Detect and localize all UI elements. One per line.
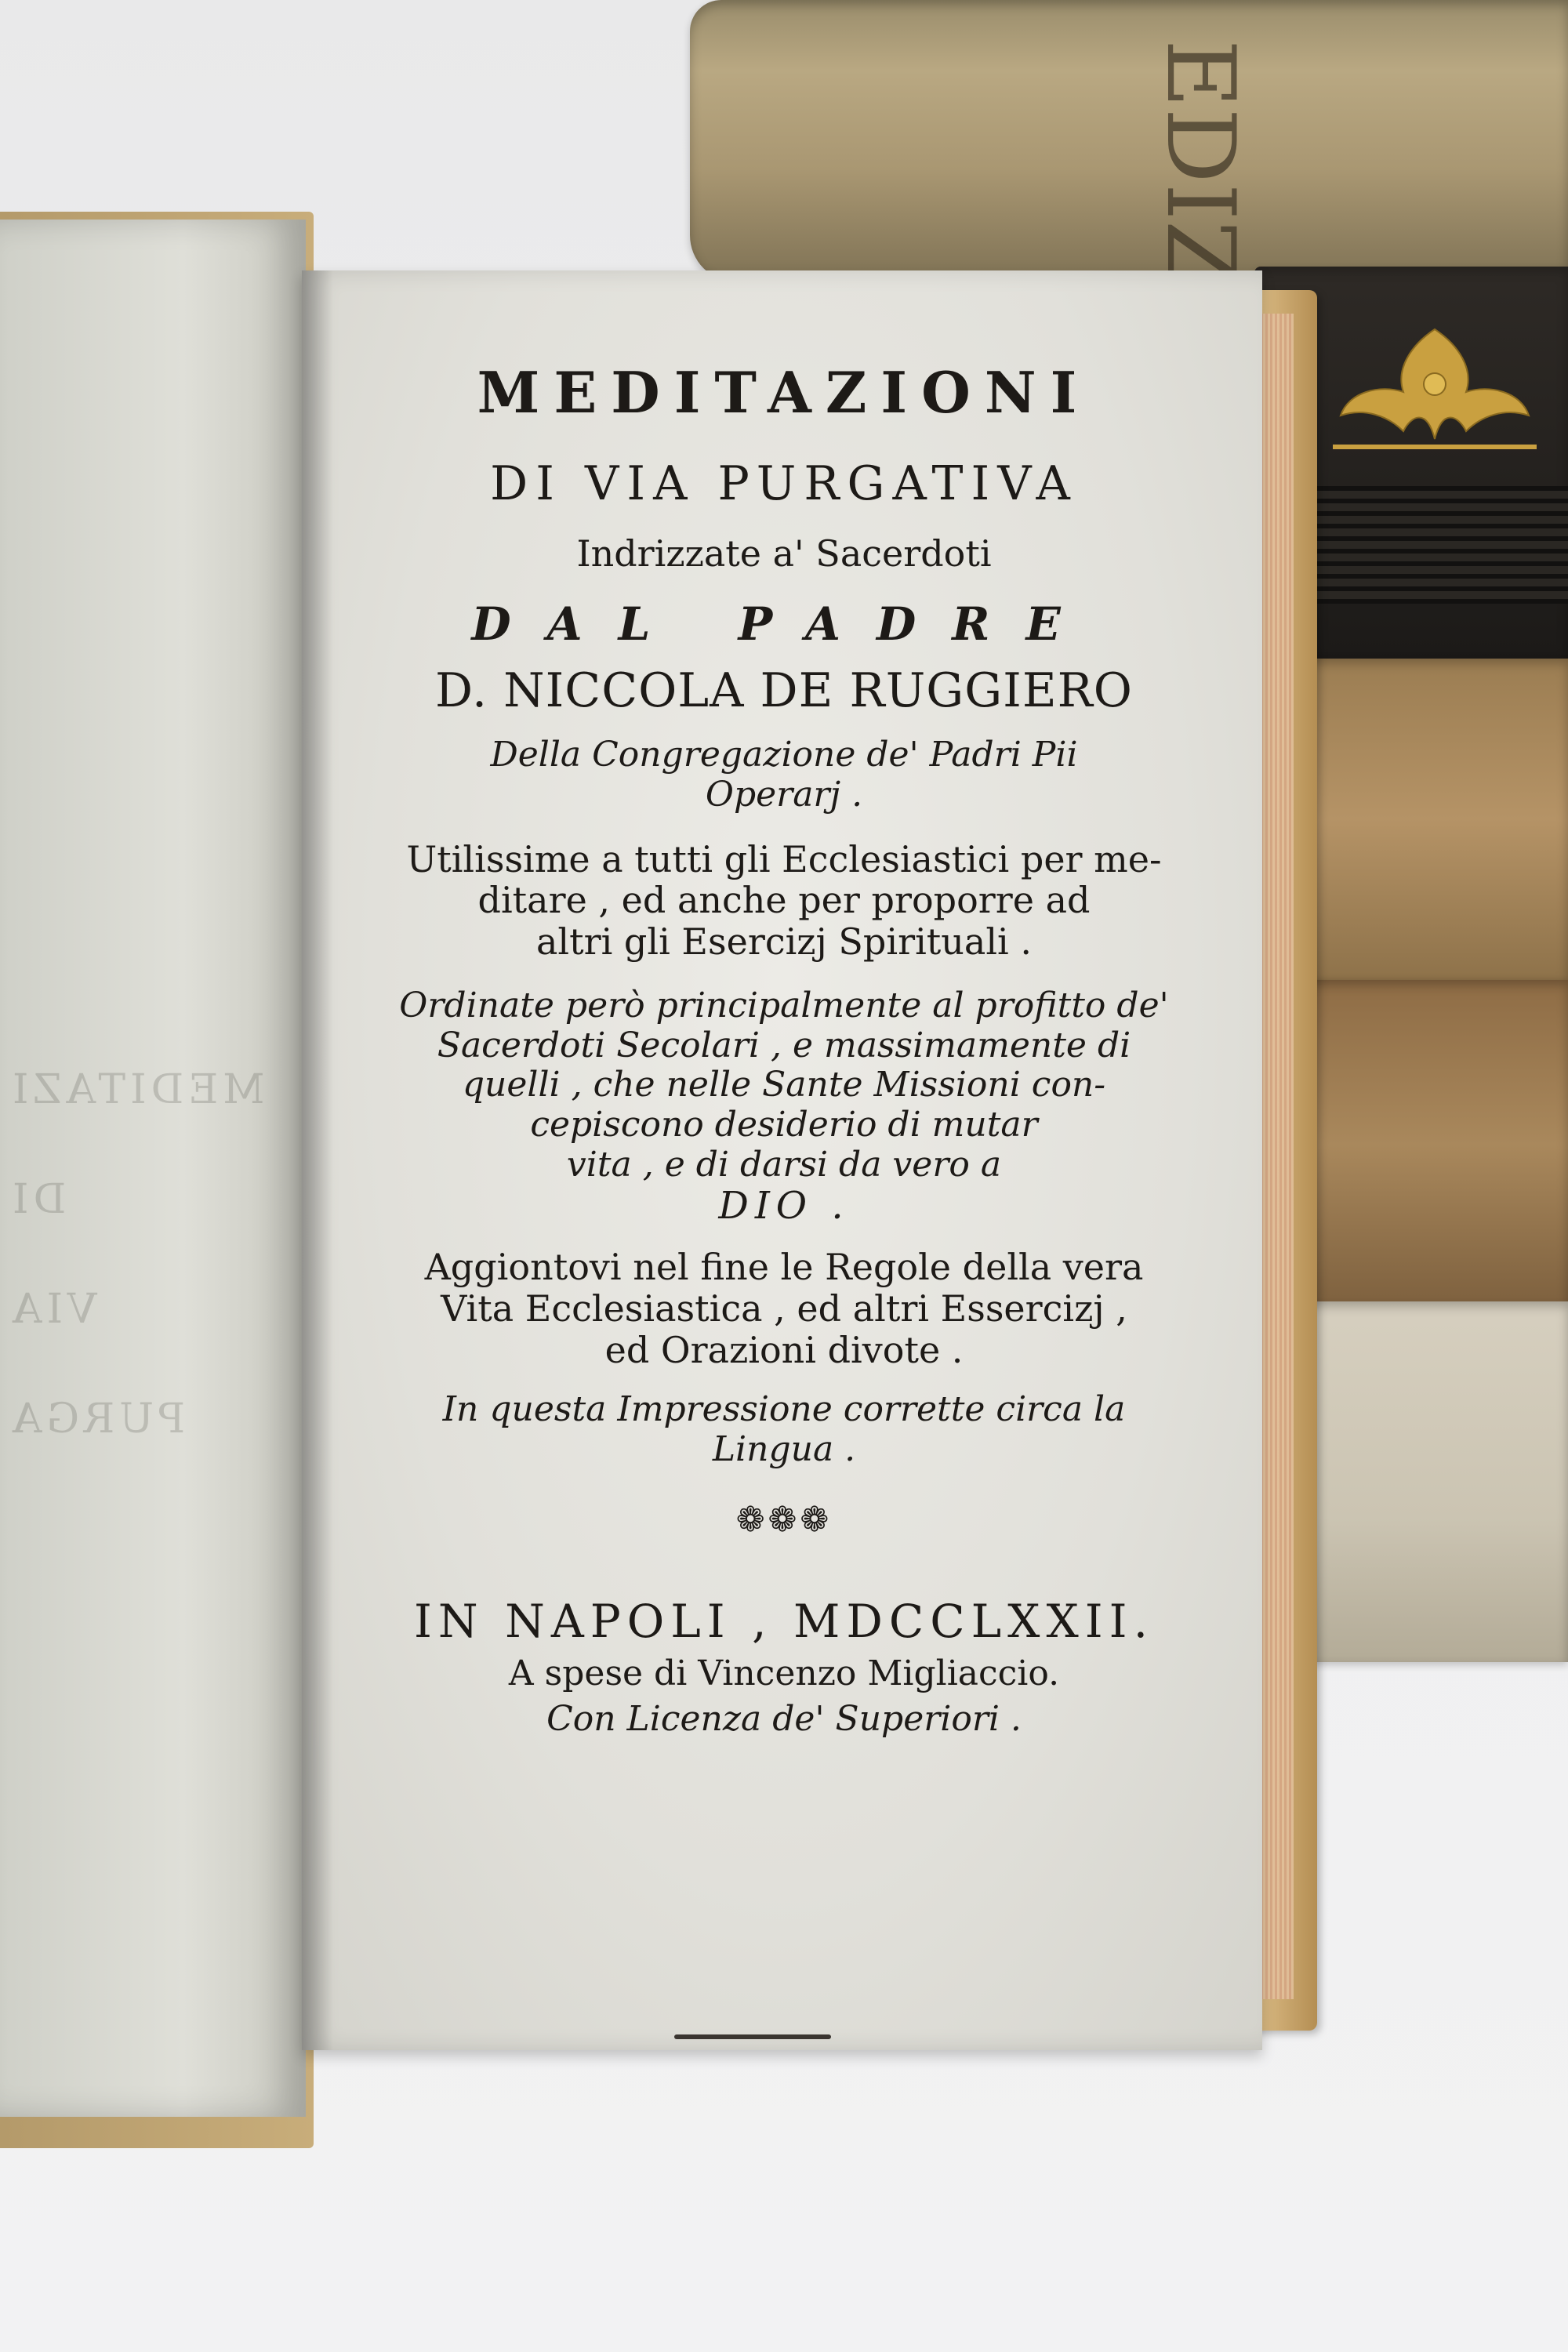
purpose-line: quelli , che nelle Sante Missioni con- (462, 1065, 1106, 1105)
left-page (0, 220, 306, 2117)
imprint-publisher: A spese di Vincenzo Migliaccio. (508, 1653, 1060, 1693)
spine-top-text (1082, 39, 1254, 196)
description-line: ditare , ed anche per proporre ad (477, 879, 1091, 922)
imprint-license: Con Licenza de' Superiori . (546, 1699, 1022, 1740)
book-gutter (302, 270, 333, 2050)
addendum-line: Vita Ecclesiastica , ed altri Essercizj , (441, 1287, 1127, 1330)
show-through-text (8, 1035, 290, 1474)
dedication: Indrizzate a' Sacerdoti (576, 532, 992, 575)
ghost-line: VIA PURGA (8, 1286, 186, 1443)
book-spine-lower-middle (1286, 980, 1568, 1309)
gilt-ornament-icon (1317, 314, 1552, 455)
addendum-line: Aggiontovi nel fine le Regole della vera (424, 1246, 1144, 1289)
page-bottom-mark (674, 2034, 831, 2039)
book-spine-bottom (1286, 1301, 1568, 1662)
author-prefix: DAL PADRE (471, 597, 1097, 651)
subtitle: DI VIA PURGATIVA (490, 456, 1078, 511)
purpose-line: Sacerdoti Secolari , e massimamente di (437, 1025, 1131, 1065)
purpose-line: Ordinate però principalmente al profitto de' (399, 985, 1169, 1026)
printer-ornament-icon: ❁❁❁ (735, 1500, 833, 1541)
description-line: Utilissime a tutti gli Ecclesiastici per me- (406, 837, 1162, 880)
spine-bands (1317, 486, 1568, 604)
addendum-line: ed Orazioni divote . (604, 1329, 964, 1372)
congregation-line-2: Operarj . (705, 774, 863, 815)
edition-note: In questa Impressione corrette circa la (442, 1389, 1126, 1430)
description-line: altri gli Esercizj Spirituali . (535, 920, 1032, 964)
title-page-text (337, 361, 1231, 1740)
purpose-line-dio: DIO . (718, 1184, 850, 1229)
author-name: D. NICCOLA DE RUGGIERO (434, 663, 1133, 719)
purpose-line: cepiscono desiderio di mutar (530, 1105, 1038, 1145)
imprint-place-date: IN NAPOLI , MDCCLXXII. (413, 1594, 1155, 1648)
ghost-line: DI (8, 1176, 67, 1223)
purpose-line: vita , e di darsi da vero a (566, 1144, 1002, 1185)
ghost-line: MEDITAZI (8, 1066, 265, 1113)
main-title: MEDITAZIONI (477, 359, 1091, 426)
edition-note-2: Lingua . (712, 1428, 856, 1469)
book-spine-middle (1286, 659, 1568, 980)
congregation-line: Della Congregazione de' Padri Pii (490, 735, 1078, 775)
